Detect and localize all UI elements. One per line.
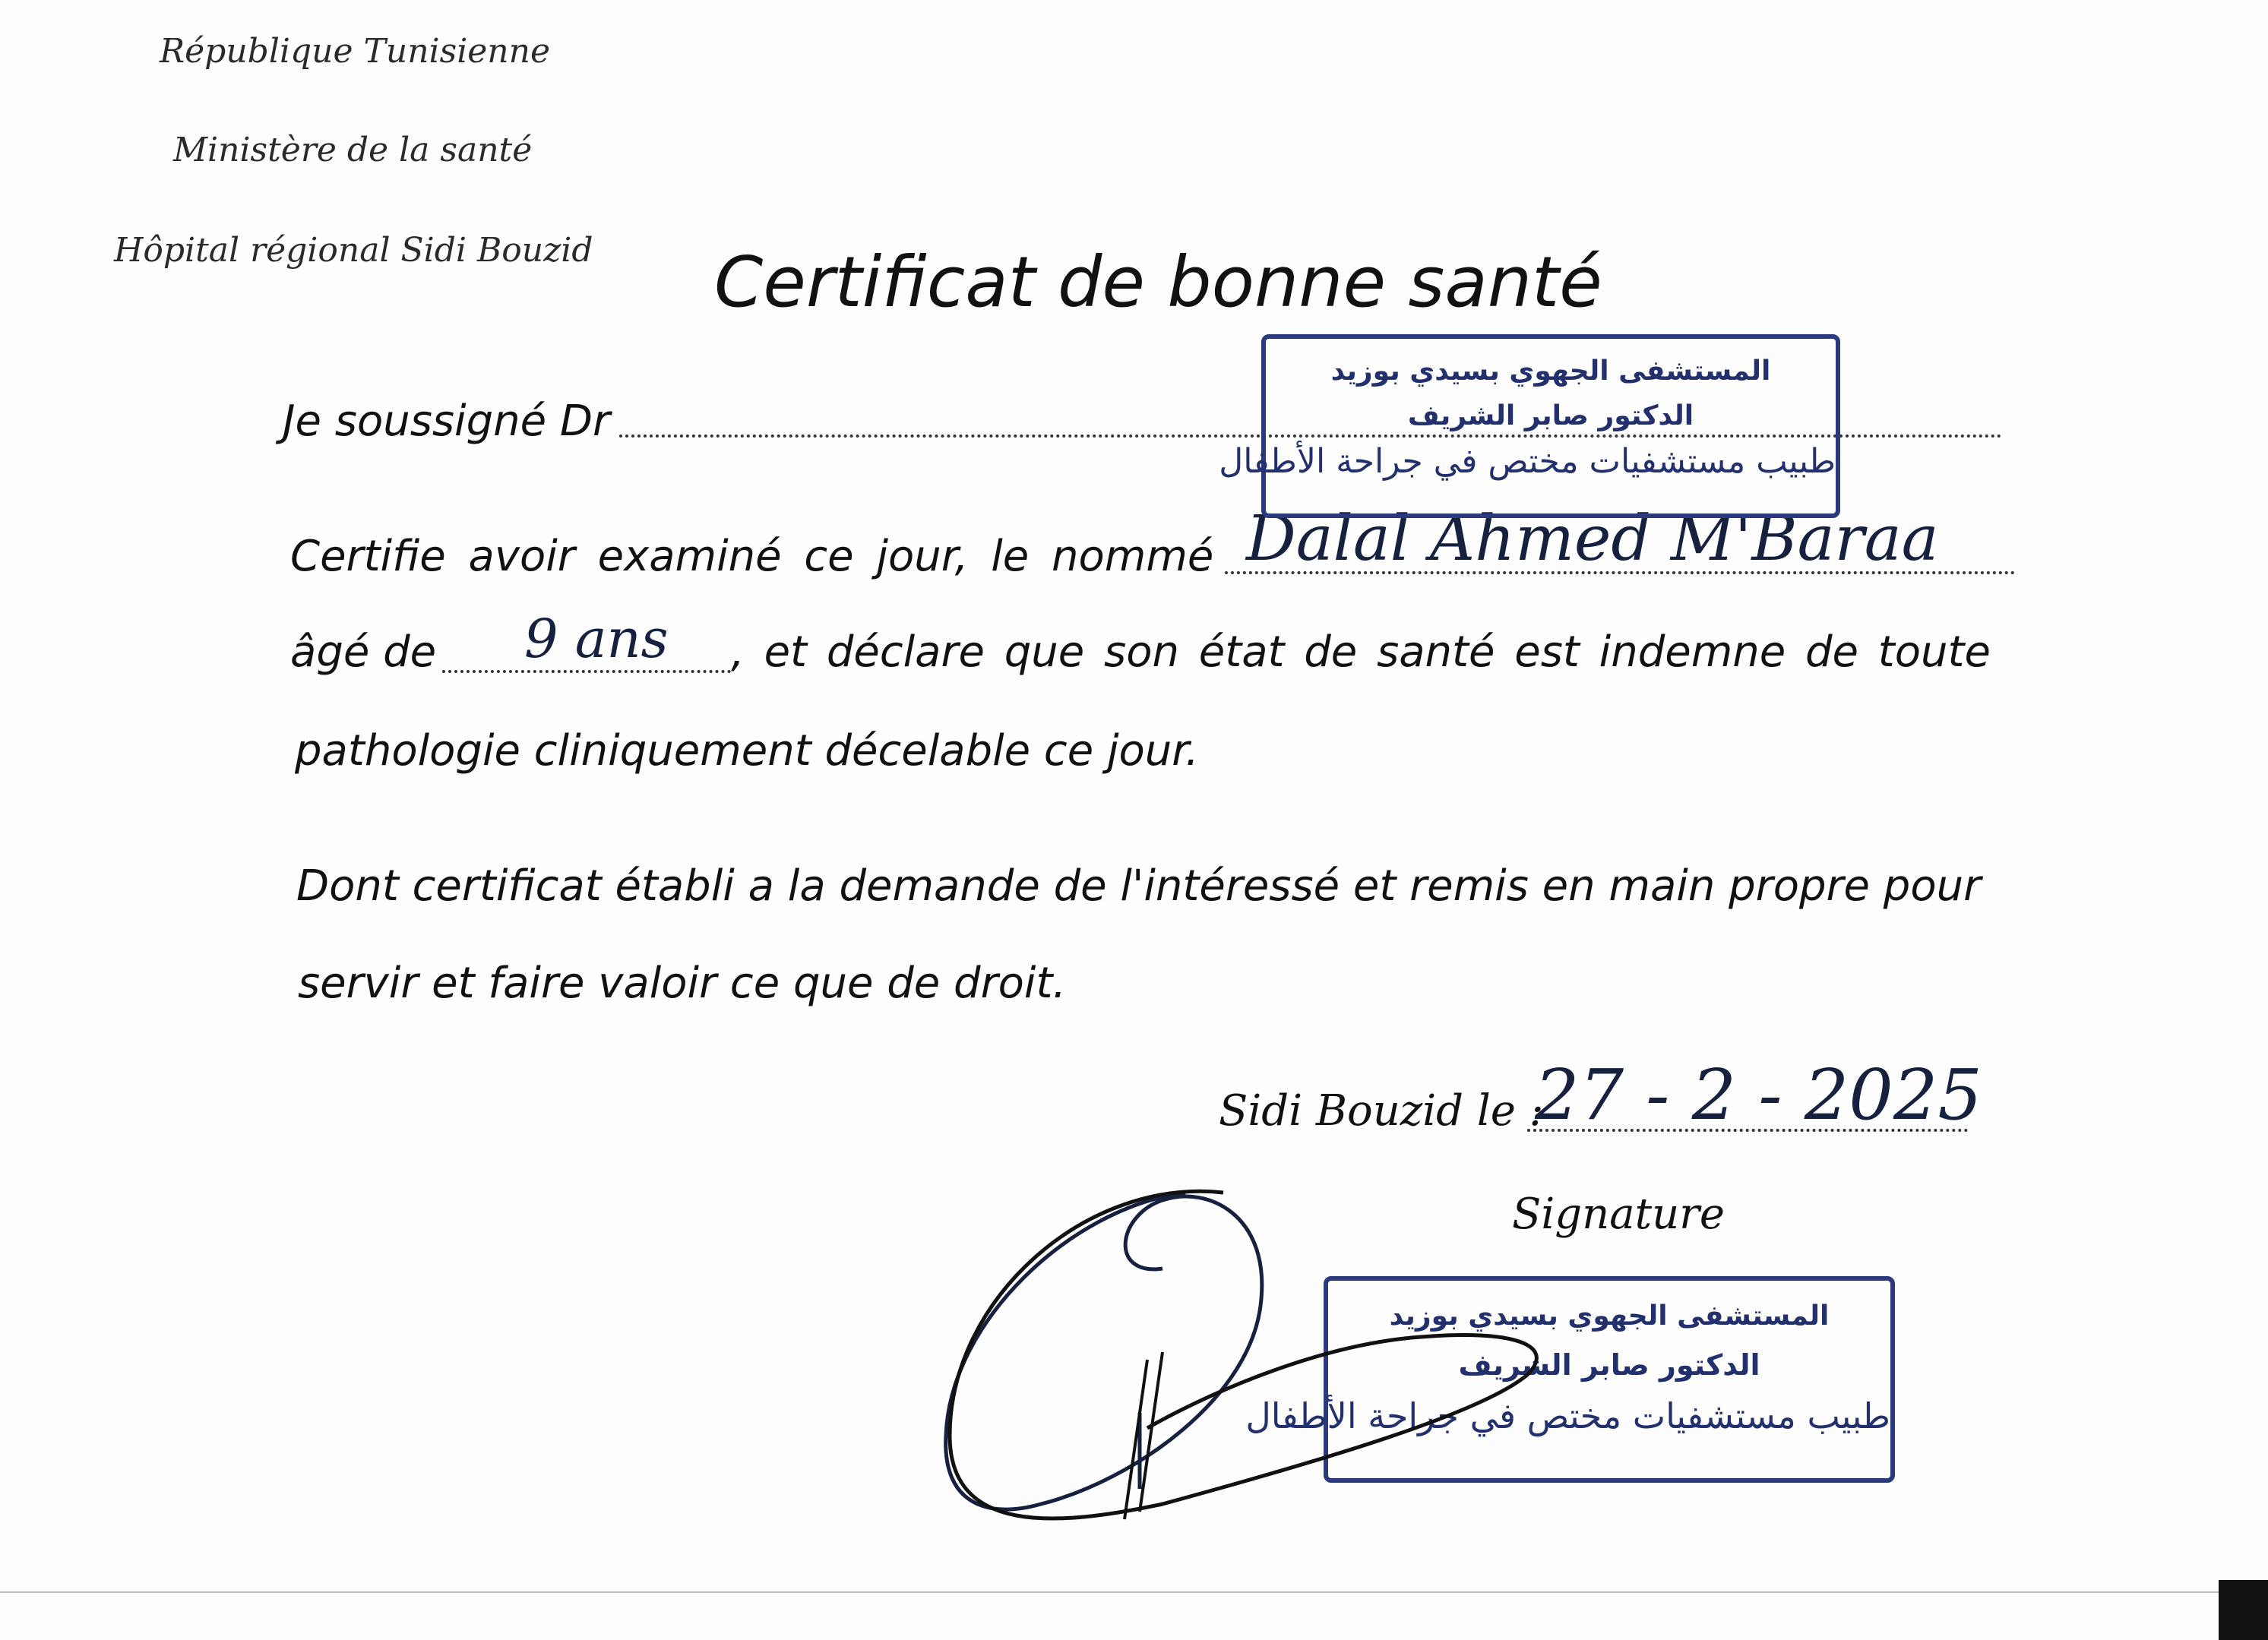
scan-corner-shadow	[2219, 1580, 2268, 1640]
certificate-purpose-line2: servir et faire valoir ce que de droit.	[298, 959, 1067, 1008]
signature-loop	[935, 1185, 1922, 1550]
date-handwritten: 27 - 2 - 2025	[1535, 1054, 1982, 1136]
date-label: Sidi Bouzid le :	[1219, 1086, 1544, 1136]
header-country: République Tunisienne	[160, 32, 551, 71]
document-title: Certificat de bonne santé	[714, 242, 1602, 323]
header-hospital: Hôpital régional Sidi Bouzid	[114, 231, 593, 270]
stamp-top-specialty: طبيب مستشفيات مختص في جراحة الأطفال	[1219, 442, 1836, 481]
stamp-top-hospital: المستشفى الجهوي بسيدي بوزيد	[1330, 355, 1771, 387]
doctor-label: Je soussigné Dr	[283, 397, 611, 446]
patient-label: Certifie avoir examiné ce jour, le nommé	[290, 532, 1214, 581]
age-label: âgé de	[290, 627, 437, 677]
header-ministry: Ministère de la santé	[173, 131, 533, 169]
patient-name-handwritten: Dalal Ahmed M'Baraa	[1246, 503, 1939, 575]
age-dots	[442, 670, 731, 673]
stamp-bottom-hospital: المستشفى الجهوي بسيدي بوزيد	[1389, 1300, 1830, 1332]
signature-label: Signature	[1512, 1190, 1726, 1239]
stamp-top-doctor: الدكتور صابر الشريف	[1407, 400, 1694, 431]
stamp-bottom-specialty: طبيب مستشفيات مختص في جراحة الأطفال	[1245, 1395, 1890, 1436]
doctor-stamp-top	[1219, 334, 1840, 518]
certificate-purpose-line1: Dont certificat établi a la demande de l'intéressé et remis en main propre pour	[296, 861, 1982, 911]
page-bottom-edge	[0, 1591, 2268, 1593]
health-statement: , et déclare que son état de santé est indemne de toute	[731, 627, 1991, 677]
pathology-statement: pathologie cliniquement décelable ce jour.	[295, 726, 1199, 776]
age-handwritten: 9 ans	[524, 608, 669, 670]
stamp-bottom-doctor: الدكتور صابر الشريف	[1458, 1348, 1760, 1382]
